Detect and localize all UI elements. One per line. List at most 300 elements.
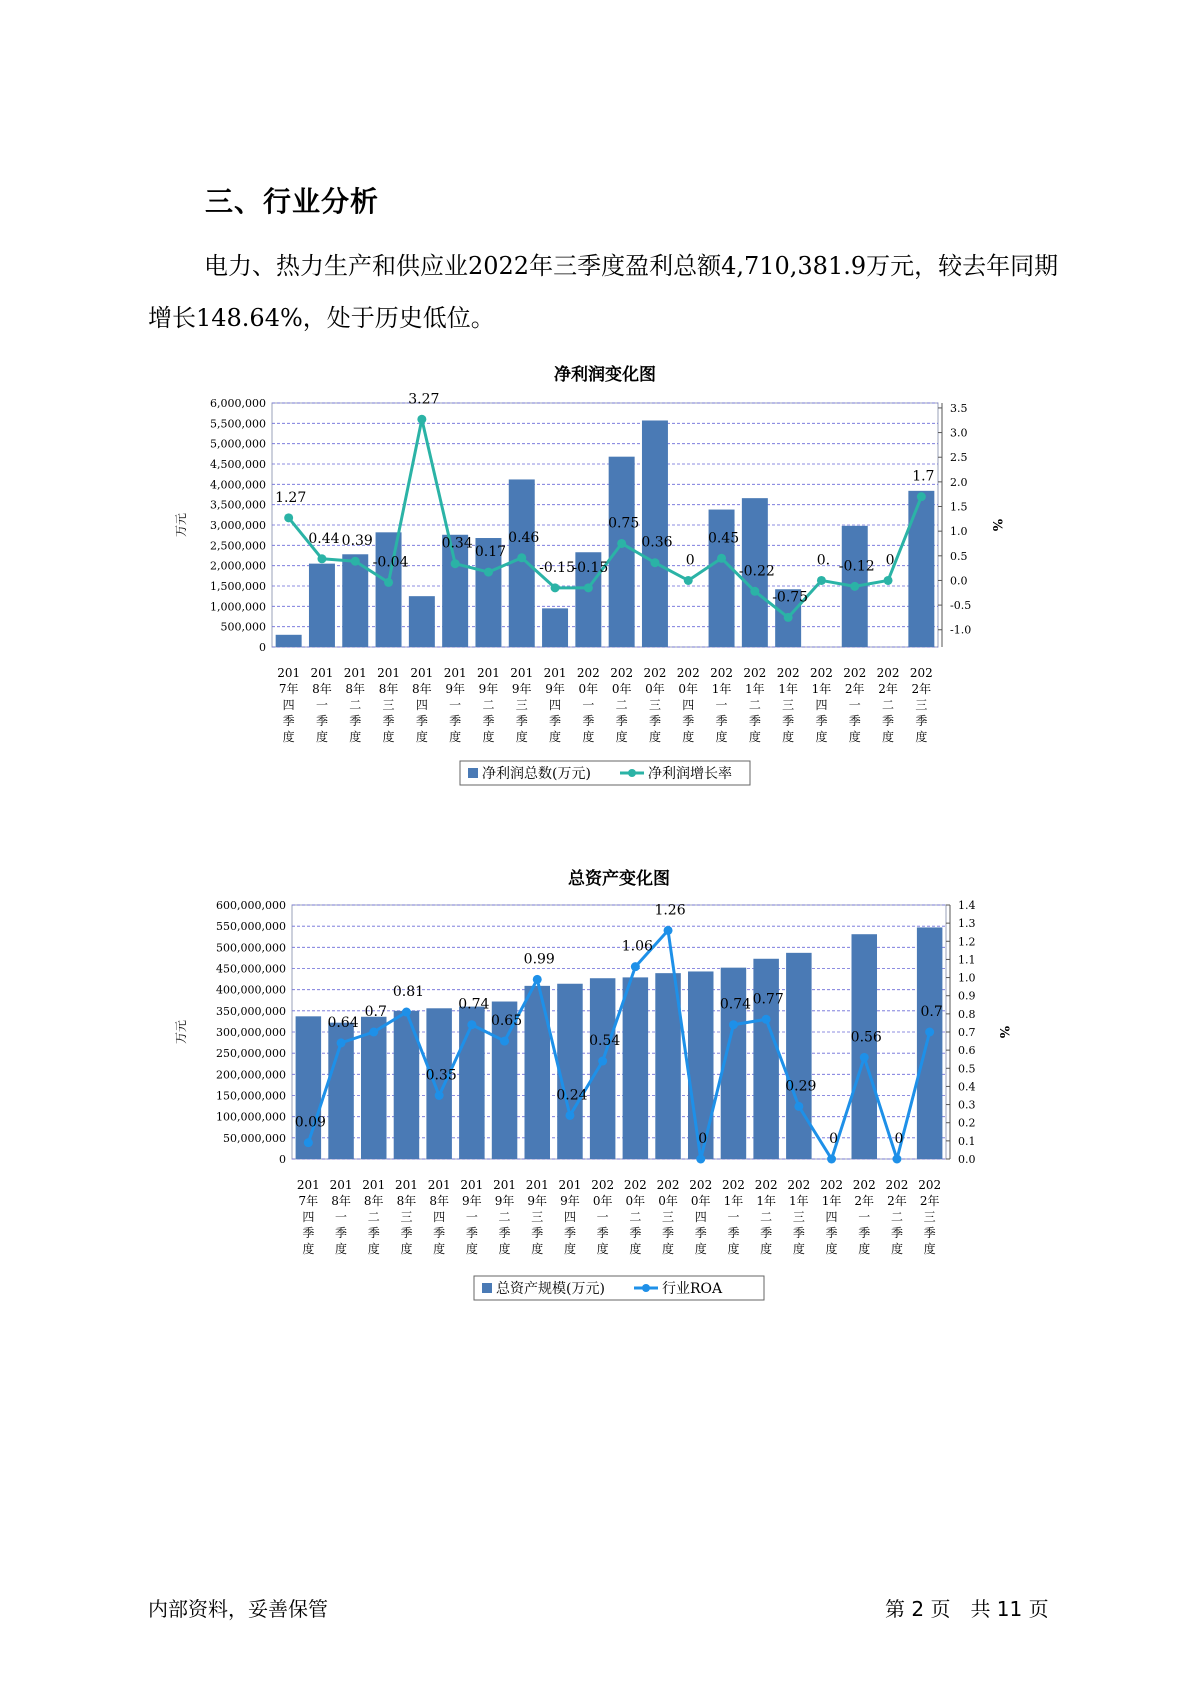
page-number: 第 2 页 共 11 页 [885,1597,1049,1621]
right-tick-label: 0.0 [958,1153,976,1166]
bar [623,977,649,1159]
x-tick-label: 8年 [345,682,366,696]
x-tick-label: 二 [482,698,495,712]
x-tick-label: 季 [923,1226,936,1240]
left-tick-label: 50,000,000 [223,1131,286,1145]
x-tick-label: 202 [591,1178,615,1192]
x-tick-label: 201 [493,1178,517,1192]
x-tick-label: 度 [615,730,628,744]
right-tick-label: 0.8 [958,1007,976,1021]
x-tick-label: 2年 [878,682,898,696]
x-tick-label: 8年 [396,1194,417,1208]
line-point [565,1111,574,1120]
x-tick-label: 2年 [887,1194,907,1208]
x-tick-label: 201 [277,666,301,680]
line-point [598,1057,607,1066]
x-tick-label: 8年 [412,682,432,696]
x-tick-label: 202 [676,666,700,680]
right-tick-label: 0.5 [950,549,968,563]
x-tick-label: 1年 [756,1194,776,1208]
right-tick-label: 0.4 [958,1080,976,1094]
x-tick-label: 季 [315,714,328,728]
legend-line-marker [628,769,636,777]
legend-line-label: 行业ROA [662,1281,723,1297]
x-tick-label: 202 [643,666,667,680]
right-tick-label: -1.0 [950,623,972,637]
x-tick-label: 度 [531,1242,544,1256]
x-tick-label: 度 [549,730,562,744]
line-point [729,1020,738,1029]
x-tick-label: 1年 [723,1194,744,1208]
bar [376,532,402,647]
x-tick-label: 0年 [611,682,632,696]
data-label: 0.65 [490,1013,523,1030]
x-tick-label: 202 [689,1178,713,1192]
right-tick-label: 1.0 [958,971,976,985]
x-tick-label: 度 [915,730,928,744]
left-tick-label: 400,000,000 [216,983,286,997]
x-tick-label: 度 [923,1242,936,1256]
data-label: 0.46 [508,529,540,546]
x-tick-label: 度 [648,730,661,744]
x-tick-label: 202 [852,1178,876,1192]
right-axis-label: % [996,1025,1011,1039]
data-label: 0.24 [556,1087,588,1104]
x-tick-label: 季 [415,714,428,728]
x-tick-label: 202 [909,666,933,680]
x-tick-label: 度 [449,730,462,744]
x-tick-label: 季 [531,1226,544,1240]
x-tick-label: 季 [400,1226,413,1240]
right-tick-label: 3.0 [950,426,968,440]
x-tick-label: 1年 [711,682,732,696]
x-tick-label: 季 [335,1226,348,1240]
left-tick-label: 500,000,000 [216,941,286,955]
x-tick-label: 一 [848,698,861,712]
line-point [551,583,560,592]
line-point [402,1008,411,1017]
chart-title: 总资产变化图 [568,869,670,889]
data-label: 0.35 [425,1067,457,1084]
x-tick-label: 9年 [445,682,465,696]
x-tick-label: 季 [727,1226,740,1240]
bar [309,564,335,647]
x-tick-label: 7年 [298,1194,319,1208]
x-tick-label: 季 [465,1226,478,1240]
x-tick-label: 度 [848,730,861,744]
x-tick-label: 一 [596,1210,609,1224]
x-tick-label: 202 [820,1178,844,1192]
x-tick-label: 三 [923,1210,936,1224]
x-tick-label: 季 [760,1226,773,1240]
x-tick-label: 季 [890,1226,903,1240]
x-tick-label: 三 [662,1210,675,1224]
line-point [827,1155,836,1164]
line-point [917,492,926,501]
x-tick-label: 度 [596,1242,609,1256]
data-label: 0.81 [392,984,425,1001]
x-tick-label: 度 [367,1242,380,1256]
line-point [631,962,640,971]
x-tick-label: 季 [549,714,562,728]
x-tick-label: 201 [510,666,534,680]
line-point [696,1155,705,1164]
right-tick-label: 0.5 [958,1062,976,1076]
x-tick-label: 201 [476,666,500,680]
right-tick-label: 2.0 [950,475,968,489]
data-label: 1.27 [275,489,307,506]
x-tick-label: 201 [394,1178,418,1192]
x-tick-label: 202 [610,666,634,680]
right-tick-label: 2.5 [950,451,968,465]
x-tick-label: 201 [362,1178,386,1192]
x-tick-label: 202 [809,666,833,680]
data-label: 0.7 [920,1004,943,1020]
x-tick-label: 四 [549,698,562,712]
x-tick-label: 9年 [511,682,532,696]
left-tick-label: 3,500,000 [210,498,266,512]
analysis-paragraph: 电力、热力生产和供应业2022年三季度盈利总额4,710,381.9万元，较去年同期增长148.64%，处于历史低位。 [148,252,1059,332]
line-point [650,558,659,567]
x-tick-label: 度 [400,1242,413,1256]
x-tick-label: 季 [367,1226,380,1240]
x-tick-label: 三 [915,698,928,712]
x-tick-label: 2年 [844,682,865,696]
data-label: -0.75 [772,589,809,606]
x-tick-label: 度 [858,1242,871,1256]
x-tick-label: 度 [349,730,362,744]
x-tick-label: 201 [460,1178,484,1192]
x-tick-label: 度 [302,1242,315,1256]
x-tick-label: 季 [302,1226,315,1240]
x-tick-label: 度 [782,730,795,744]
x-tick-label: 季 [349,714,362,728]
right-tick-label: 0.1 [958,1134,976,1148]
line-point [467,1020,476,1029]
line-point [337,1038,346,1047]
data-label: 1.7 [912,468,935,485]
left-tick-label: 2,500,000 [210,539,266,553]
bar [590,978,616,1159]
right-tick-label: 1.4 [958,899,976,912]
x-tick-label: 1年 [745,682,765,696]
left-axis-label: 万元 [174,512,188,538]
line-point [794,1102,803,1111]
x-tick-label: 201 [377,666,401,680]
x-tick-label: 1年 [778,682,798,696]
left-tick-label: 4,500,000 [210,458,266,471]
x-tick-label: 一 [335,1210,348,1224]
x-tick-label: 9年 [545,682,565,696]
x-tick-label: 季 [782,714,795,728]
line-point [892,1155,901,1164]
data-label: 0.45 [707,530,740,547]
x-tick-label: 一 [465,1210,478,1224]
data-label: -0.12 [838,558,875,575]
x-tick-label: 二 [615,698,628,712]
x-tick-label: 201 [443,666,467,680]
x-tick-label: 度 [727,1242,740,1256]
x-tick-label: 9年 [560,1194,580,1208]
left-tick-label: 0 [279,1153,286,1166]
line-point [484,568,493,577]
bar [361,1017,387,1159]
x-tick-label: 一 [727,1210,740,1224]
x-tick-label: 202 [776,666,800,680]
line-point [284,513,293,522]
x-tick-label: 度 [382,730,395,744]
data-label: 0.74 [719,996,752,1013]
x-tick-label: 8年 [312,682,332,696]
right-tick-label: 3.5 [950,401,968,415]
x-tick-label: 季 [648,714,661,728]
x-tick-label: 202 [710,666,734,680]
left-tick-label: 600,000,000 [216,899,286,912]
data-label: -0.15 [539,559,576,576]
net-profit-chart [0,360,1191,810]
right-tick-label: 1.3 [958,917,976,931]
x-tick-label: 度 [890,1242,903,1256]
data-label: 0.54 [589,1033,621,1050]
data-label: 0. [816,552,831,569]
legend-bar-label: 净利润总数(万元) [482,766,591,782]
x-tick-label: 四 [563,1210,576,1224]
data-label: 0.74 [458,996,490,1013]
x-tick-label: 度 [682,730,695,744]
x-tick-label: 季 [748,714,761,728]
x-tick-label: 一 [582,698,595,712]
x-tick-label: 季 [482,714,495,728]
x-tick-label: 度 [482,730,495,744]
x-tick-label: 三 [792,1210,805,1224]
x-tick-label: 1年 [821,1194,842,1208]
right-tick-label: 1.2 [958,935,976,949]
right-tick-label: 0.7 [958,1026,976,1039]
right-tick-label: 0.3 [958,1098,976,1112]
left-axis-label: 万元 [174,1019,188,1045]
left-tick-label: 3,000,000 [210,519,266,532]
x-tick-label: 季 [563,1226,576,1240]
data-label: 0 [829,1131,839,1147]
x-tick-label: 2年 [854,1194,875,1208]
bar [917,927,943,1159]
x-tick-label: 四 [415,698,428,712]
x-tick-label: 度 [760,1242,773,1256]
total-assets-chart [0,862,1191,1312]
x-tick-label: 四 [682,698,695,712]
line-point [750,587,759,596]
left-tick-label: 250,000,000 [216,1047,286,1061]
data-label: 0 [698,1131,708,1147]
bar [426,1008,452,1159]
line-point [850,582,859,591]
x-tick-label: 2年 [911,682,932,696]
data-label: 1.26 [654,902,686,919]
bar [557,984,583,1159]
left-tick-label: 5,500,000 [210,417,266,431]
data-label: 0.34 [441,535,473,552]
x-tick-label: 一 [715,698,728,712]
x-tick-label: 季 [715,714,728,728]
x-tick-label: 0年 [625,1194,646,1208]
x-tick-label: 三 [400,1210,413,1224]
x-tick-label: 9年 [494,1194,515,1208]
legend-line-marker [642,1284,650,1292]
x-tick-label: 202 [721,1178,745,1192]
data-label: -0.04 [372,554,409,571]
right-tick-label: 1.0 [950,525,968,539]
x-tick-label: 季 [629,1226,642,1240]
x-tick-label: 三 [531,1210,544,1224]
line-point [762,1015,771,1024]
x-tick-label: 季 [858,1226,871,1240]
x-tick-label: 202 [885,1178,909,1192]
data-label: 0.17 [474,544,507,561]
left-tick-label: 500,000 [220,620,266,634]
x-tick-label: 季 [848,714,861,728]
bar [753,959,779,1159]
legend-bar-label: 总资产规模(万元) [496,1281,605,1297]
x-tick-label: 二 [748,698,761,712]
x-tick-label: 0年 [645,682,665,696]
x-tick-label: 8年 [378,682,399,696]
x-tick-label: 季 [498,1226,511,1240]
line-point [925,1028,934,1037]
line-point [317,554,326,563]
line-point [384,578,393,587]
chart-title: 净利润变化图 [554,365,656,385]
x-tick-label: 季 [882,714,895,728]
data-label: 0.75 [608,515,640,532]
x-tick-label: 三 [382,698,395,712]
line-point [684,576,693,585]
x-tick-label: 201 [410,666,434,680]
right-tick-label: 1.1 [958,953,976,967]
bar [409,596,435,647]
x-tick-label: 季 [515,714,528,728]
line-point [784,613,793,622]
line-point [304,1138,313,1147]
x-tick-label: 二 [629,1210,642,1224]
line-point [860,1053,869,1062]
left-tick-label: 4,000,000 [210,478,266,492]
x-tick-label: 季 [596,1226,609,1240]
bar [276,635,302,647]
data-label: 0.39 [341,533,373,550]
line-point [435,1091,444,1100]
bar [786,953,812,1159]
x-tick-label: 202 [623,1178,647,1192]
right-axis-label: % [989,518,1004,532]
x-tick-label: 0年 [592,1194,613,1208]
data-label: 0 [894,1131,904,1147]
footer-confidential: 内部资料，妥善保管 [148,1597,328,1621]
x-tick-label: 201 [525,1178,549,1192]
left-tick-label: 550,000,000 [216,920,286,934]
x-tick-label: 度 [715,730,728,744]
x-tick-label: 度 [515,730,528,744]
left-tick-label: 100,000,000 [216,1110,286,1124]
legend-line-label: 净利润增长率 [648,766,732,782]
x-tick-label: 201 [558,1178,582,1192]
bar [296,1016,322,1159]
data-label: -0.15 [572,559,609,576]
x-tick-label: 202 [918,1178,942,1192]
right-tick-label: 0.9 [958,989,976,1003]
x-tick-label: 202 [656,1178,680,1192]
line-point [500,1037,509,1046]
x-tick-label: 201 [543,666,567,680]
data-label: 0 [885,552,895,569]
x-tick-label: 度 [629,1242,642,1256]
bar [908,491,934,647]
x-tick-label: 二 [498,1210,511,1224]
x-tick-label: 2年 [919,1194,940,1208]
data-label: 0.64 [327,1014,359,1031]
line-point [884,576,893,585]
x-tick-label: 季 [615,714,628,728]
x-tick-label: 度 [465,1242,478,1256]
x-tick-label: 201 [310,666,334,680]
line-point [517,553,526,562]
x-tick-label: 9年 [462,1194,482,1208]
x-tick-label: 四 [282,698,295,712]
x-tick-label: 四 [825,1210,838,1224]
line-point [451,559,460,568]
x-tick-label: 季 [815,714,828,728]
line-point [817,576,826,585]
right-tick-label: -0.5 [950,599,972,613]
x-tick-label: 度 [694,1242,707,1256]
left-tick-label: 450,000,000 [216,962,286,976]
x-tick-label: 202 [843,666,867,680]
x-tick-label: 202 [754,1178,778,1192]
x-tick-label: 度 [582,730,595,744]
data-label: 0 [685,552,695,569]
x-tick-label: 季 [662,1226,675,1240]
data-label: 0.44 [308,530,340,547]
data-label: 0.09 [294,1114,326,1131]
data-label: -0.22 [738,563,775,580]
x-tick-label: 季 [915,714,928,728]
x-tick-label: 季 [433,1226,446,1240]
legend-bar-swatch [482,1283,492,1293]
left-tick-label: 200,000,000 [216,1068,286,1082]
line-point [717,554,726,563]
x-tick-label: 201 [329,1178,353,1192]
x-tick-label: 8年 [331,1194,351,1208]
x-tick-label: 1年 [789,1194,809,1208]
line-point [351,557,360,566]
right-tick-label: 0.6 [958,1044,976,1058]
data-label: 0.99 [523,951,555,968]
x-tick-label: 度 [792,1242,805,1256]
left-tick-label: 5,000,000 [210,437,266,451]
x-tick-label: 202 [787,1178,811,1192]
line-point [533,975,542,984]
x-tick-label: 二 [367,1210,380,1224]
x-tick-label: 0年 [678,682,699,696]
x-tick-label: 度 [433,1242,446,1256]
left-tick-label: 1,000,000 [210,600,266,614]
x-tick-label: 度 [563,1242,576,1256]
x-tick-label: 201 [296,1178,320,1192]
data-label: 0.56 [850,1029,882,1046]
x-tick-label: 三 [515,698,528,712]
x-tick-label: 一 [315,698,328,712]
x-tick-label: 二 [890,1210,903,1224]
x-tick-label: 一 [858,1210,871,1224]
